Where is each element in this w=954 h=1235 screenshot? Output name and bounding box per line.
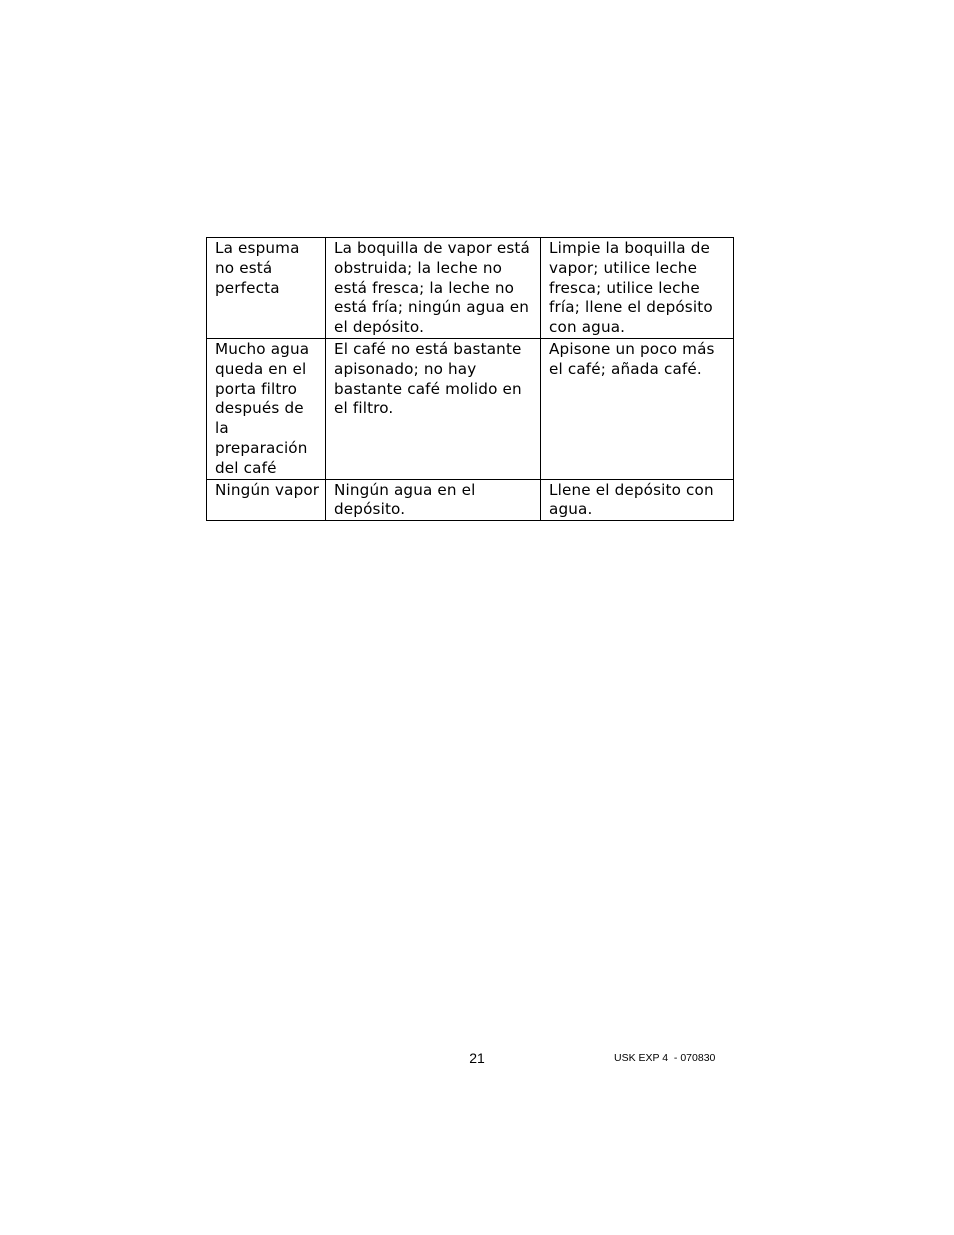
cause-cell: Ningún agua en el depósito. — [326, 479, 541, 521]
table-row — [207, 238, 734, 339]
cause-cell: El café no está bastante apisonado; no hay bastante café molido en el filtro. — [326, 338, 541, 479]
table-row — [207, 338, 734, 479]
page-number: 21 — [469, 1050, 485, 1066]
troubleshooting-table — [206, 237, 734, 521]
solution-cell: Apisone un poco más el café; añada café. — [541, 338, 734, 479]
cause-cell: La boquilla de vapor está obstruida; la leche no está fresca; la leche no está fría; ningún agua en el depósito. — [326, 238, 541, 339]
problem-cell: La espuma no está perfecta — [207, 238, 326, 339]
document-code: USK EXP 4 - 070830 — [614, 1052, 716, 1064]
solution-cell: Llene el depósito con agua. — [541, 479, 734, 521]
solution-cell: Limpie la boquilla de vapor; utilice leche fresca; utilice leche fría; llene el depósito con agua. — [541, 238, 734, 339]
problem-cell: Mucho agua queda en el porta filtro después de la preparación del café — [207, 338, 326, 479]
problem-cell: Ningún vapor — [207, 479, 326, 521]
table-row — [207, 479, 734, 521]
